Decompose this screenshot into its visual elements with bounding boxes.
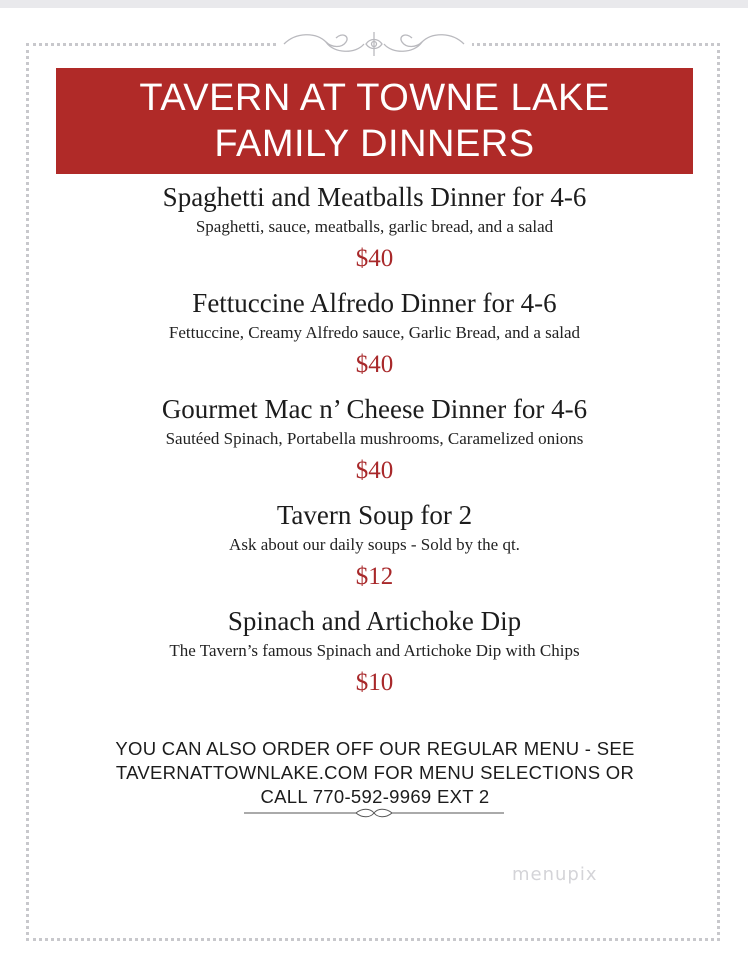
ordering-note xyxy=(60,737,690,809)
ordering-note-line: CALL 770-592-9969 EXT 2 xyxy=(260,786,490,807)
menu-item xyxy=(56,498,693,592)
restaurant-name: TAVERN AT TOWNE LAKE xyxy=(139,77,610,119)
item-description: Sautéed Spinach, Portabella mushrooms, Caramelized onions xyxy=(165,429,584,448)
item-name: Tavern Soup for 2 xyxy=(276,500,473,530)
item-description: Fettuccine, Creamy Alfredo sauce, Garlic Bread, and a salad xyxy=(168,323,581,342)
item-description: The Tavern’s famous Spinach and Artichoke Dip with Chips xyxy=(169,641,580,660)
divider-ornament-icon xyxy=(244,806,504,818)
watermark-logo: menupix xyxy=(512,864,598,885)
item-description: Ask about our daily soups - Sold by the qt. xyxy=(229,535,520,554)
item-name: Fettuccine Alfredo Dinner for 4-6 xyxy=(192,288,557,318)
item-description: Spaghetti, sauce, meatballs, garlic bread, and a salad xyxy=(195,217,554,236)
menu-item xyxy=(56,604,693,698)
flourish-ornament-icon xyxy=(276,28,472,60)
menu-item xyxy=(56,286,693,380)
item-price: $40 xyxy=(355,351,394,378)
ordering-note-line: YOU CAN ALSO ORDER OFF OUR REGULAR MENU - SEE xyxy=(115,738,635,759)
item-price: $40 xyxy=(355,245,394,272)
item-price: $40 xyxy=(355,457,394,484)
item-name: Spinach and Artichoke Dip xyxy=(227,606,522,636)
menu-title: FAMILY DINNERS xyxy=(214,123,535,165)
item-price: $10 xyxy=(355,669,394,696)
menu-item xyxy=(56,392,693,486)
item-name: Gourmet Mac n’ Cheese Dinner for 4-6 xyxy=(161,394,588,424)
top-strip xyxy=(0,0,748,8)
menu-list xyxy=(56,180,693,698)
item-name: Spaghetti and Meatballs Dinner for 4-6 xyxy=(162,182,587,212)
item-price: $12 xyxy=(355,563,394,590)
ordering-note-line: TAVERNATTOWNLAKE.COM FOR MENU SELECTIONS OR xyxy=(115,762,635,783)
header-banner xyxy=(56,68,693,174)
menu-item xyxy=(56,180,693,274)
